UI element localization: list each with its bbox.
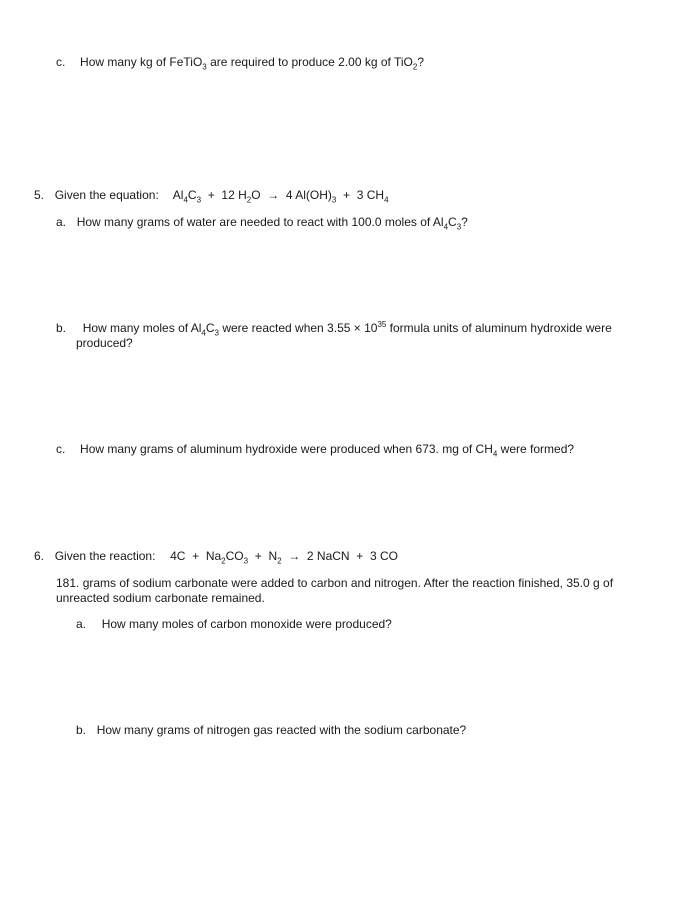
question-6-info-line-1: 181. grams of sodium carbonate were added to carbon and nitrogen. After the reaction finished, 35.0 g of — [56, 576, 614, 590]
question-6b — [76, 723, 466, 738]
question-5b-text: How many moles of $Al_4C_3$ were reacted when $3.55 \times 10^{35}$ formula units of aluminum hydroxide were — [82, 320, 612, 338]
question-6-header — [34, 549, 398, 564]
reaction-arrow: → — [288, 549, 301, 563]
question-4c-marker: c. — [56, 55, 66, 69]
question-5-prompt: Given the equation: — [54, 188, 159, 202]
question-6-prompt: Given the reaction: — [54, 549, 156, 563]
question-5b-marker: b. — [56, 321, 67, 335]
question-6-number: 6. — [34, 549, 45, 563]
question-6a-marker: a. — [76, 617, 87, 631]
question-5c-text: How many grams of aluminum hydroxide were produced when 673. mg of $CH_4$ were formed? — [80, 442, 575, 459]
question-5b-line-2: produced? — [76, 336, 133, 350]
question-5b — [56, 321, 612, 336]
question-5c — [56, 442, 574, 457]
question-5c-marker: c. — [56, 442, 66, 456]
question-6b-text: How many grams of nitrogen gas reacted with the sodium carbonate? — [96, 723, 467, 737]
question-6a — [76, 617, 392, 632]
question-4c-text: How many kg of FeTiO$_3$ are required to produce 2.00 kg of TiO$_2$? — [80, 55, 425, 72]
reaction-arrow: → — [267, 188, 280, 202]
question-5a-marker: a. — [56, 215, 67, 229]
question-5a-text: How many grams of water are needed to react with 100.0 moles of $Al_4C_3$? — [76, 215, 468, 232]
question-6-equation: $4C + Na_2CO_3 + N_2 \to 2$ NaCN + 3 CO — [170, 549, 398, 566]
question-6b-marker: b. — [76, 723, 87, 737]
question-6a-text: How many moles of carbon monoxide were produced? — [101, 617, 392, 631]
question-5-number: 5. — [34, 188, 45, 202]
question-5a — [56, 215, 468, 230]
question-4c — [56, 55, 424, 70]
question-5-header — [34, 188, 389, 203]
question-6-info-line-2: unreacted sodium carbonate remained. — [56, 591, 265, 605]
question-5-equation: $Al_4C_3 + 12$ $H_2O \to 4$ $Al(OH)_3 + 3$ $CH_4$ — [172, 188, 389, 205]
